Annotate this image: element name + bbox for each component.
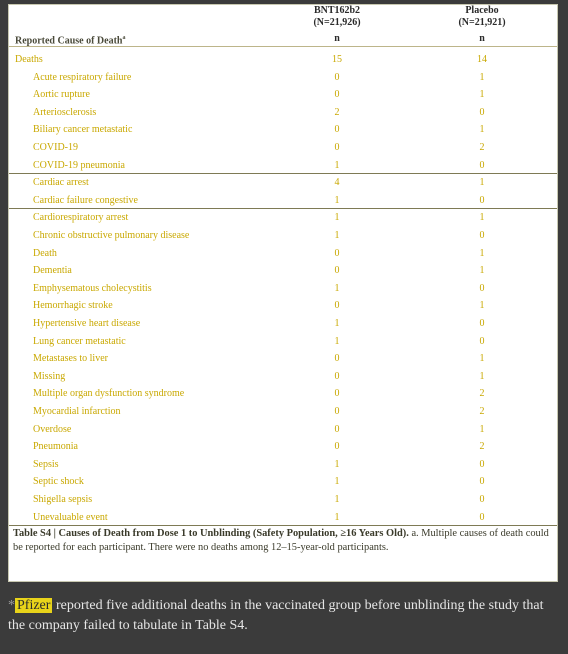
row-label: Hypertensive heart disease: [33, 318, 141, 329]
row-label: Overdose: [33, 423, 72, 435]
cause-header: [15, 35, 126, 46]
row-label: Unevaluable event: [33, 511, 108, 523]
table-row: [9, 262, 557, 280]
row-label: Acute respiratory failure: [33, 71, 132, 83]
row-value-bnt: 4: [334, 177, 340, 189]
row-value-bnt: 0: [334, 124, 340, 136]
row-value-placebo: 0: [479, 159, 485, 171]
row-label: Multiple organ dysfunction syndrome: [33, 388, 185, 400]
row-label: Biliary cancer metastatic: [33, 124, 133, 136]
row-value-placebo: 1: [479, 370, 485, 382]
table-row: [9, 509, 557, 527]
row-value-placebo: 2: [479, 441, 485, 453]
table-row: [9, 51, 557, 69]
row-label: Arteriosclerosis: [33, 106, 97, 118]
table-row: [9, 121, 557, 139]
row-value-bnt: 2: [334, 106, 340, 118]
table-row: [9, 473, 557, 491]
row-value-placebo: 1: [479, 353, 485, 365]
table-row: [9, 174, 557, 192]
col-bnt-header: [282, 5, 392, 45]
cause-header-sup: a: [122, 35, 126, 41]
table-row: [9, 350, 557, 368]
row-value-bnt: 0: [334, 353, 340, 365]
row-value-bnt: 1: [334, 230, 340, 241]
row-value-bnt: 0: [334, 370, 340, 382]
footnote-highlight: Pfizer: [17, 598, 51, 613]
row-value-bnt: 1: [334, 494, 340, 505]
row-label: Deaths: [15, 54, 43, 65]
row-value-placebo: 0: [479, 318, 485, 329]
row-label: Aortic rupture: [33, 89, 90, 101]
row-value-placebo: 2: [479, 388, 485, 400]
row-value-placebo: 0: [479, 476, 485, 488]
row-label: Metastases to liver: [33, 353, 108, 365]
row-value-placebo: 14: [477, 54, 487, 65]
row-label: COVID-19 pneumonia: [33, 159, 125, 171]
table-row: [9, 421, 557, 439]
row-value-placebo: 0: [479, 335, 485, 347]
footnote-star: *: [8, 598, 15, 613]
row-label: Sepsis: [33, 458, 59, 470]
row-value-bnt: 0: [334, 71, 340, 83]
row-label: Myocardial infarction: [33, 406, 121, 417]
col-placebo-n-label: n: [479, 33, 485, 44]
row-value-placebo: 1: [479, 177, 485, 189]
footnote-text: reported five additional deaths in the vaccinated group before unblinding the study that the company failed to tabulate in Table S4.: [8, 598, 544, 633]
cause-header-text: Reported Cause of Death: [15, 35, 123, 47]
table-row: [9, 333, 557, 351]
row-value-bnt: 1: [334, 335, 340, 347]
table-row: [9, 297, 557, 315]
row-value-placebo: 0: [479, 511, 485, 523]
row-label: Cardiac arrest: [33, 177, 89, 189]
col-bnt-n-total: (N=21,926): [313, 17, 361, 28]
row-value-placebo: 0: [479, 458, 485, 470]
table-row: [9, 385, 557, 403]
row-value-bnt: 0: [334, 441, 340, 453]
row-value-bnt: 0: [334, 265, 340, 277]
row-value-placebo: 0: [479, 194, 485, 206]
row-value-placebo: 1: [479, 124, 485, 136]
row-value-bnt: 1: [334, 194, 340, 206]
row-value-placebo: 0: [479, 494, 485, 505]
row-value-placebo: 2: [479, 406, 485, 417]
table-row: [9, 104, 557, 122]
header-divider: [9, 46, 557, 47]
table-row: [9, 86, 557, 104]
footnote: [8, 596, 560, 636]
row-label: Hemorrhagic stroke: [33, 300, 113, 312]
row-value-placebo: 1: [479, 300, 485, 312]
table-row: [9, 69, 557, 87]
row-value-bnt: 1: [334, 159, 340, 171]
table-row: [9, 456, 557, 474]
row-value-placebo: 0: [479, 106, 485, 118]
table-row: [9, 280, 557, 298]
row-value-placebo: 0: [479, 282, 485, 294]
caption-divider: [9, 525, 557, 526]
table-row: [9, 403, 557, 421]
col-bnt-n-label: n: [334, 33, 340, 44]
row-value-placebo: 1: [479, 247, 485, 259]
table-row: [9, 157, 557, 175]
caption-title: Table S4 | Causes of Death from Dose 1 to Unblinding (Safety Population, ≥16 Years Old).: [13, 528, 409, 539]
row-value-bnt: 0: [334, 247, 340, 259]
row-value-bnt: 1: [334, 212, 340, 224]
row-label: Missing: [33, 370, 66, 382]
row-label: Emphysematous cholecystitis: [33, 282, 152, 294]
row-value-placebo: 1: [479, 265, 485, 277]
table-row: [9, 368, 557, 386]
col-placebo-header: [427, 5, 537, 45]
table-caption: [13, 527, 553, 555]
col-bnt-title: BNT162b2: [313, 5, 361, 16]
row-value-bnt: 0: [334, 388, 340, 400]
row-value-bnt: 15: [332, 54, 342, 65]
row-label: Shigella sepsis: [33, 494, 93, 505]
row-value-bnt: 1: [334, 458, 340, 470]
row-label: Cardiorespiratory arrest: [33, 212, 129, 224]
row-value-placebo: 1: [479, 71, 485, 83]
row-label: Cardiac failure congestive: [33, 194, 138, 206]
row-value-placebo: 1: [479, 89, 485, 101]
row-value-bnt: 0: [334, 300, 340, 312]
row-label: Septic shock: [33, 476, 84, 488]
row-label: Pneumonia: [33, 441, 78, 453]
row-value-bnt: 1: [334, 476, 340, 488]
row-value-placebo: 2: [479, 142, 485, 153]
row-value-placebo: 1: [479, 212, 485, 224]
col-placebo-title: Placebo: [465, 5, 499, 16]
row-label: Dementia: [33, 265, 72, 277]
table-row: [9, 245, 557, 263]
row-label: Lung cancer metastatic: [33, 335, 126, 347]
row-label: Chronic obstructive pulmonary disease: [33, 230, 190, 241]
row-value-bnt: 0: [334, 89, 340, 101]
col-placebo-n-total: (N=21,921): [458, 17, 506, 28]
row-value-bnt: 1: [334, 282, 340, 294]
table-row: [9, 139, 557, 157]
table-row: [9, 491, 557, 509]
row-value-placebo: 1: [479, 423, 485, 435]
row-value-bnt: 0: [334, 423, 340, 435]
row-value-bnt: 0: [334, 142, 340, 153]
row-value-bnt: 1: [334, 318, 340, 329]
table-row: [9, 438, 557, 456]
row-label: COVID-19: [33, 142, 78, 153]
table-row: [9, 209, 557, 227]
row-value-placebo: 0: [479, 230, 485, 241]
table-row: [9, 227, 557, 245]
table-row: [9, 315, 557, 333]
table-panel: [8, 4, 558, 582]
caption-text: a. Multiple causes of death could be reported for each participant. There were no deaths among 12–15-year-old participants.: [13, 528, 549, 553]
row-value-bnt: 0: [334, 406, 340, 417]
table-row: [9, 192, 557, 210]
row-value-bnt: 1: [334, 511, 340, 523]
row-label: Death: [33, 247, 57, 259]
